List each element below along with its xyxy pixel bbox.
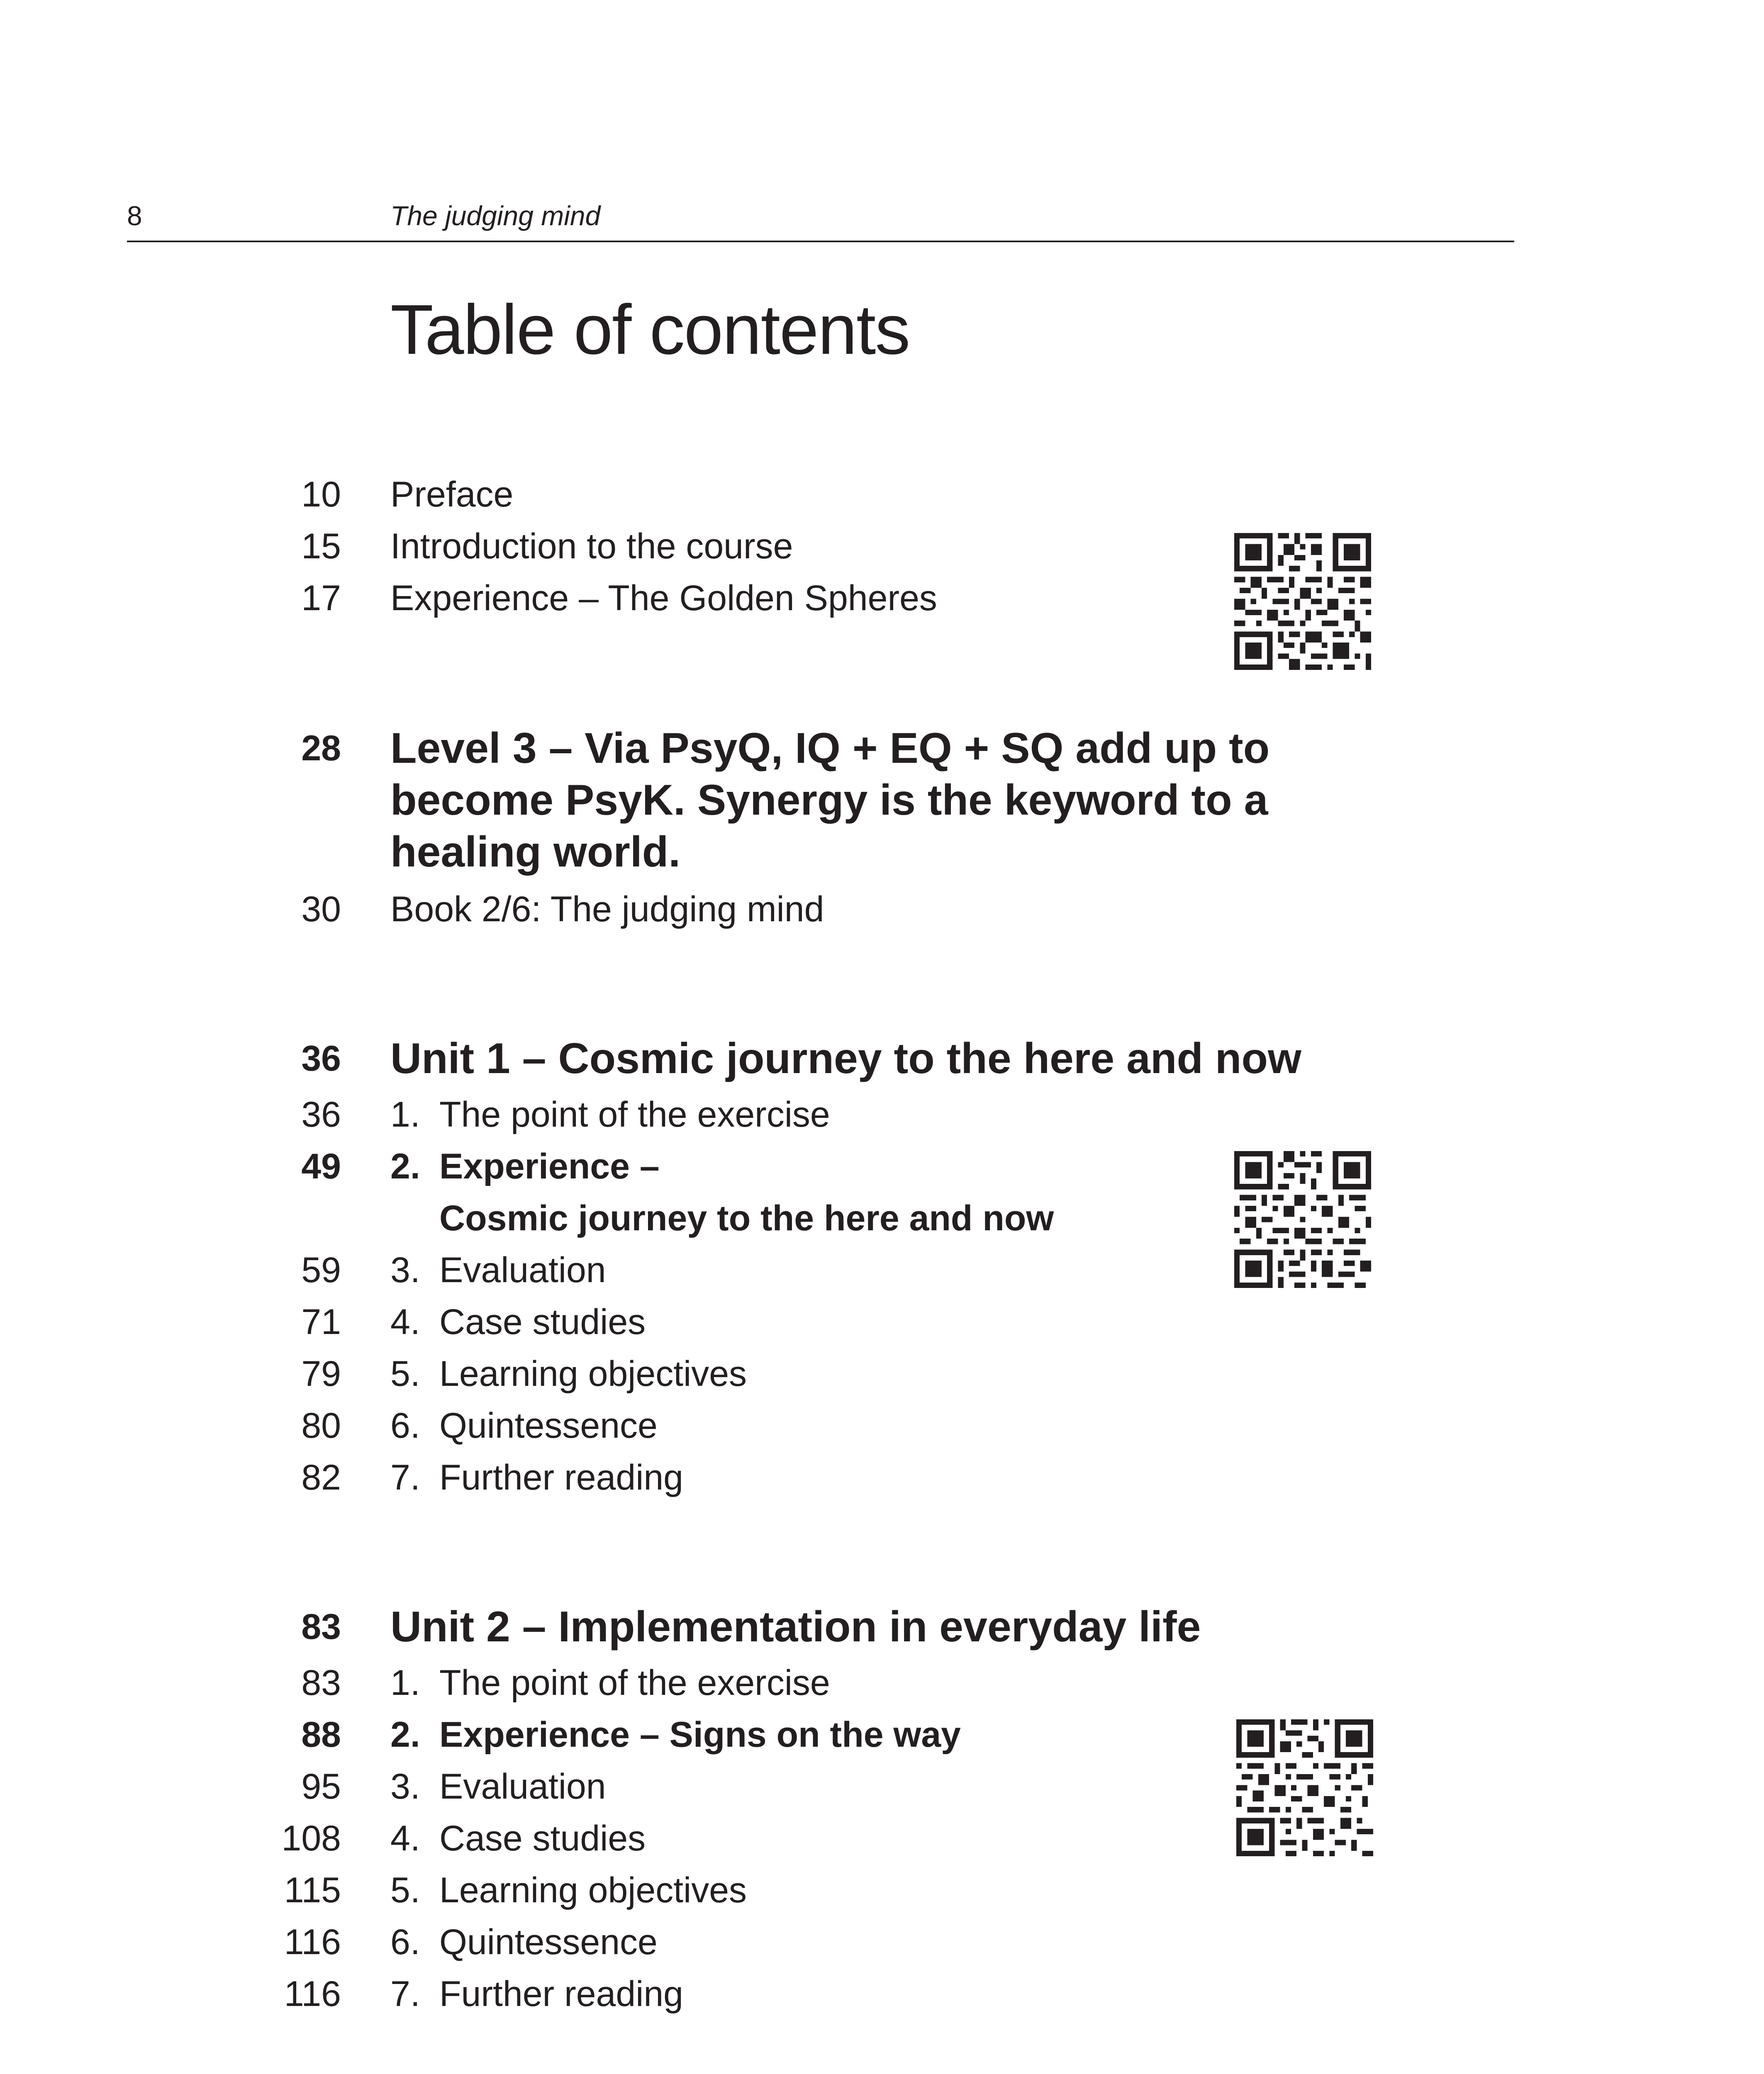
page-title: Table of contents [390,290,910,369]
toc-unit-1-item[interactable] [0,1089,1764,1141]
toc-entry-title: Experience – The Golden Spheres [390,578,937,618]
qr-code-icon[interactable] [1234,1151,1371,1288]
toc-item-index: 4. [390,1818,420,1858]
toc-entry-title: Case studies [439,1302,646,1342]
qr-code-graphic [1234,1151,1371,1288]
toc-page-number: 36 [301,1095,341,1134]
toc-page-number: 83 [301,1607,341,1647]
toc-unit-1-heading[interactable] [0,1033,1764,1085]
toc-entry-book[interactable] [0,884,1764,935]
qr-code-graphic [1234,533,1371,670]
toc-level-heading[interactable] [0,723,1764,878]
qr-code-icon[interactable] [1236,1719,1373,1856]
toc-entry-title: Case studies [439,1818,646,1858]
toc-page-number: 30 [301,889,341,929]
toc-page-number: 88 [301,1715,341,1755]
toc-item-index: 6. [390,1406,420,1446]
toc-entry-preface[interactable] [0,469,1764,521]
toc-unit-1-experience[interactable] [0,1141,1764,1244]
toc-page-number: 17 [301,578,341,618]
page-number: 8 [127,200,142,231]
toc-entry-title: Introduction to the course [390,526,793,566]
toc-entry-title: Evaluation [439,1767,606,1806]
toc-item-index: 5. [390,1354,420,1394]
toc-entry-title: Learning objectives [439,1870,747,1910]
toc-entry-title: Further reading [439,1974,683,2014]
toc-page-number: 36 [301,1039,341,1078]
toc-unit-1-item[interactable] [0,1348,1764,1400]
toc-entry-title: Learning objectives [439,1354,747,1394]
toc-item-index: 1. [390,1663,420,1703]
toc-unit-2-item[interactable] [0,1968,1764,2020]
toc-page-number: 79 [301,1354,341,1394]
toc-item-index: 6. [390,1922,420,1962]
toc-unit-1-item[interactable] [0,1452,1764,1504]
toc-page-number: 28 [301,728,341,768]
toc-unit-1-item[interactable] [0,1296,1764,1348]
toc-page-number: 95 [301,1767,341,1806]
toc-item-index: 7. [390,1458,420,1497]
toc-entry-title: Preface [390,475,514,514]
toc-item-index: 4. [390,1302,420,1342]
toc-entry-title: The point of the exercise [439,1095,830,1134]
toc-page-number: 108 [281,1818,341,1858]
qr-code-icon[interactable] [1234,533,1371,670]
toc-heading-title: Level 3 – Via PsyQ, IQ + EQ + SQ add up to become PsyK. Synergy is the keyword to a healing world. [390,724,1270,876]
toc-page-number: 10 [301,475,341,514]
toc-unit-2-item[interactable] [0,1916,1764,1968]
toc-item-index: 2. [390,1147,420,1186]
toc-entry-title: Experience – Signs on the way [439,1715,961,1755]
toc-entry-title: The point of the exercise [439,1663,830,1703]
toc-page-number: 115 [284,1870,341,1910]
toc-entry-introduction[interactable] [0,521,1764,572]
toc-unit-2-experience[interactable] [0,1709,1764,1761]
toc-page-number: 83 [301,1663,341,1703]
toc-entry-golden-spheres[interactable] [0,572,1764,624]
toc-item-index: 5. [390,1870,420,1910]
toc-item-index: 2. [390,1715,420,1755]
toc-entry-title: Further reading [439,1458,683,1497]
toc-page-number: 59 [301,1250,341,1290]
qr-code-graphic [1236,1719,1373,1856]
toc-page-number: 116 [284,1974,341,2014]
toc-unit-1-item[interactable] [0,1244,1764,1296]
toc-entry-title-continued: Cosmic journey to the here and now [439,1198,1054,1238]
toc-item-index: 3. [390,1250,420,1290]
toc-entry-title: Experience – [439,1147,660,1186]
toc-entry-title: Quintessence [439,1922,658,1962]
toc-page-number: 80 [301,1406,341,1446]
toc-unit-2-heading[interactable] [0,1601,1764,1653]
toc-page-number: 15 [301,526,341,566]
toc-entry-title: Evaluation [439,1250,606,1290]
toc-heading-title: Unit 2 – Implementation in everyday life [390,1603,1201,1651]
toc-heading-title: Unit 1 – Cosmic journey to the here and now [390,1035,1301,1083]
toc-entry-title: Book 2/6: The judging mind [390,889,824,929]
toc-page-number: 116 [284,1922,341,1962]
toc-page-number: 82 [301,1458,341,1497]
toc-page-number: 49 [301,1147,341,1186]
toc-item-index: 7. [390,1974,420,2014]
toc-unit-2-item[interactable] [0,1761,1764,1813]
toc-unit-2-item[interactable] [0,1813,1764,1865]
running-title: The judging mind [390,200,601,231]
toc-page-number: 71 [301,1302,341,1342]
toc-item-index: 3. [390,1767,420,1806]
toc-unit-1-item[interactable] [0,1400,1764,1452]
toc-unit-2-item[interactable] [0,1657,1764,1709]
toc-item-index: 1. [390,1095,420,1134]
toc-unit-2-item[interactable] [0,1865,1764,1916]
toc-entry-title: Quintessence [439,1406,658,1446]
